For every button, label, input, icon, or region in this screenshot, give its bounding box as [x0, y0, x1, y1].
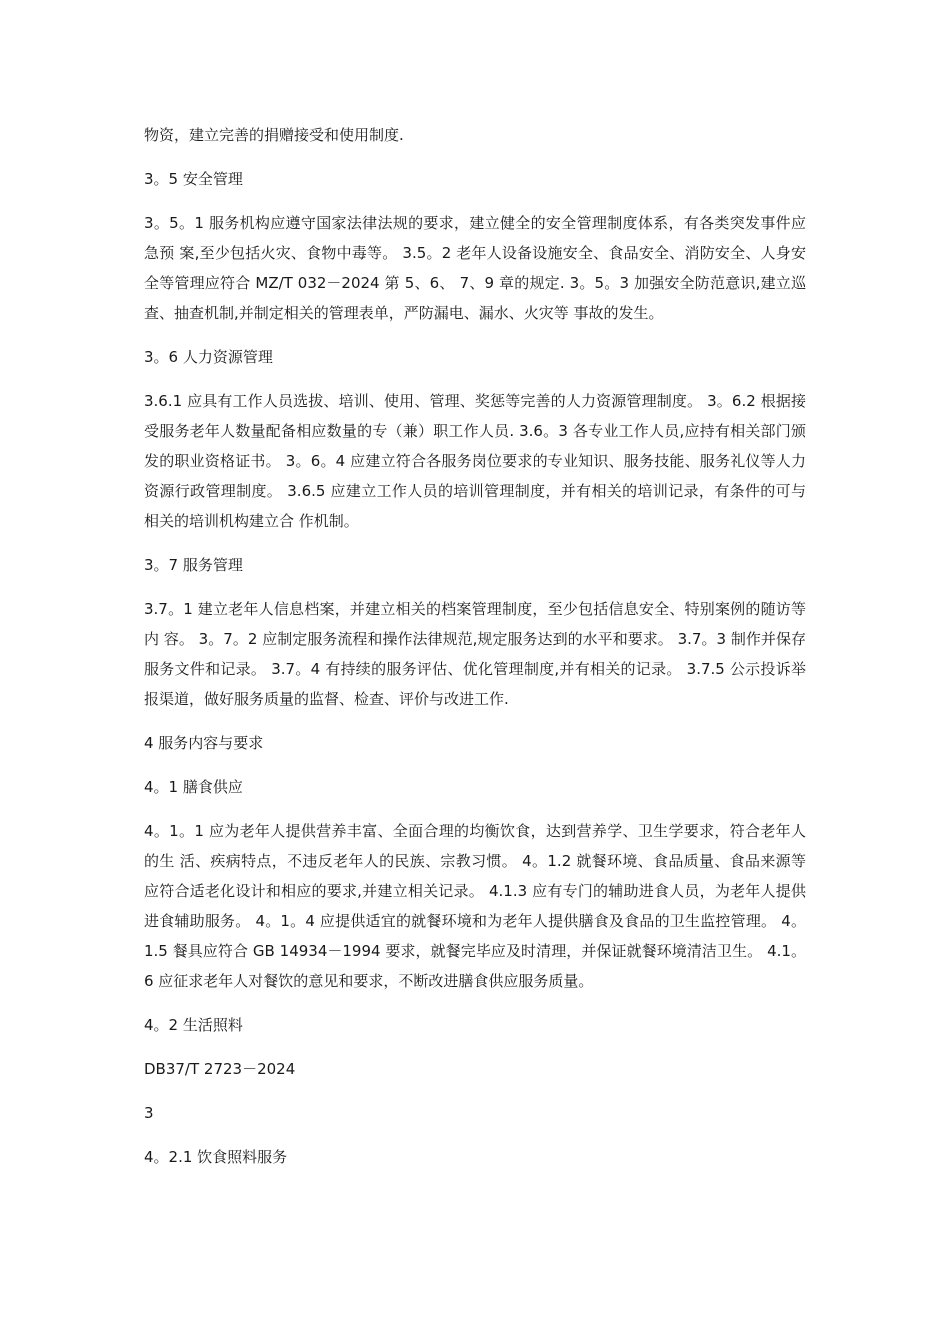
section-heading-3-7: 3。7 服务管理 — [144, 556, 243, 574]
section-heading-4: 4 服务内容与要求 — [144, 734, 264, 752]
standard-code: DB37/T 2723－2024 — [144, 1060, 296, 1078]
section-heading-4-1: 4。1 膳食供应 — [144, 778, 243, 796]
paragraph-donation: 物资，建立完善的捐赠接受和使用制度. — [144, 126, 404, 144]
section-heading-4-2: 4。2 生活照料 — [144, 1016, 243, 1034]
paragraph-meals: 4。1。1 应为老年人提供营养丰富、全面合理的均衡饮食，达到营养学、卫生学要求，符合老年人的生 活、疾病特点，不违反老年人的民族、宗教习惯。 4。1.2 就餐环境、食品质量、食品来源等应符合适老化设计和相应的要求,并建立相关记录。 4.1.3 应有专门的辅助进食人员，为老年人提供进食辅助服务。 4。1。4 应提供适宜的就餐环境和为老年人提供膳食及食品的卫生监控管理。 4。1.5 餐具应符合 GB 14934－1994 要求，就餐完毕应及时清理，并保证就餐环境清洁卫生。 4.1。6 应征求老年人对餐饮的意见和要求，不断改进膳食供应服务质量。 — [144, 822, 806, 990]
section-heading-3-5: 3。5 安全管理 — [144, 170, 243, 188]
page-number: 3 — [144, 1104, 154, 1122]
section-heading-4-2-1: 4。2.1 饮食照料服务 — [144, 1148, 288, 1166]
paragraph-service-management: 3.7。1 建立老年人信息档案，并建立相关的档案管理制度，至少包括信息安全、特别案例的随访等内 容。 3。7。2 应制定服务流程和操作法律规范,规定服务达到的水平和要求。 3.7。3 制作并保存服务文件和记录。 3.7。4 有持续的服务评估、优化管理制度,并有相关的记录。 3.7.5 公示投诉举报渠道，做好服务质量的监督、检查、评价与改进工作. — [144, 600, 806, 708]
paragraph-safety: 3。5。1 服务机构应遵守国家法律法规的要求，建立健全的安全管理制度体系，有各类突发事件应急预 案,至少包括火灾、食物中毒等。 3.5。2 老年人设备设施安全、食品安全、消防安全、人身安全等管理应符合 MZ/T 032－2024 第 5、6、 7、9 章的规定. 3。5。3 加强安全防范意识,建立巡查、抽查机制,并制定相关的管理表单，严防漏电、漏水、火灾等 事故的发生。 — [144, 214, 806, 322]
section-heading-3-6: 3。6 人力资源管理 — [144, 348, 273, 366]
document-body — [144, 120, 806, 1172]
paragraph-hr: 3.6.1 应具有工作人员选拔、培训、使用、管理、奖惩等完善的人力资源管理制度。 3。6.2 根据接受服务老年人数量配备相应数量的专（兼）职工作人员. 3.6。3 各专业工作人员,应持有相关部门颁发的职业资格证书。 3。6。4 应建立符合各服务岗位要求的专业知识、服务技能、服务礼仪等人力资源行政管理制度。 3.6.5 应建立工作人员的培训管理制度，并有相关的培训记录，有条件的可与相关的培训机构建立合 作机制。 — [144, 392, 806, 530]
